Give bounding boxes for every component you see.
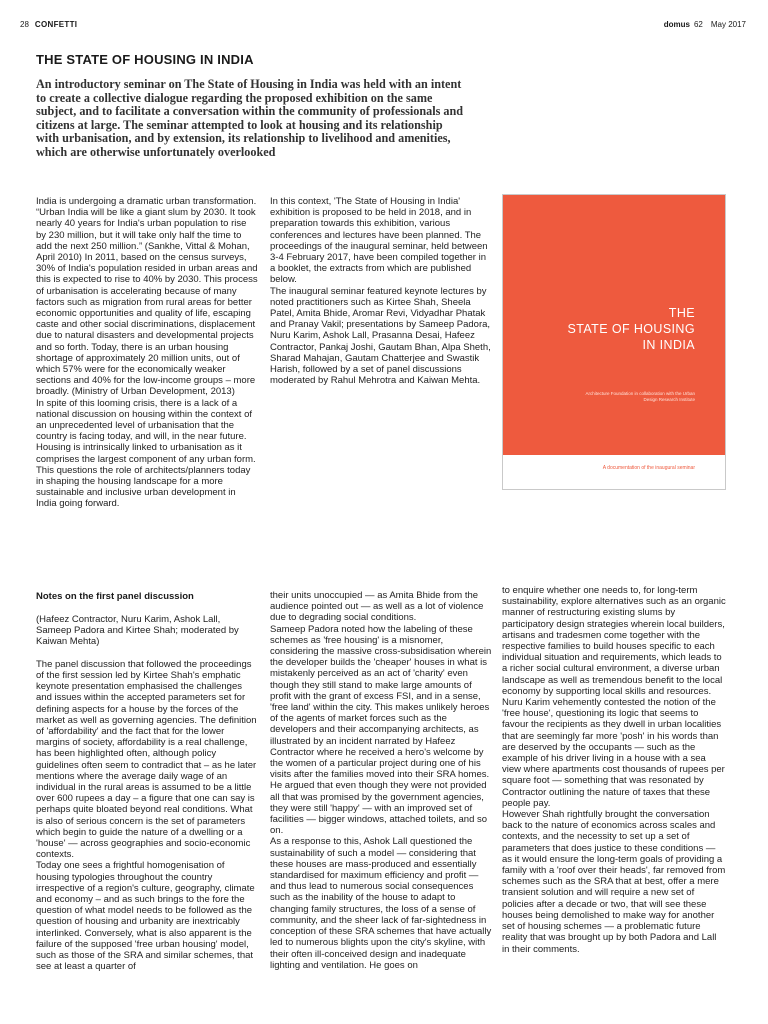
section-name: CONFETTI	[34, 20, 78, 29]
page-number: 28	[20, 20, 29, 29]
booklet-footer: A documentation of the inaugural seminar	[602, 465, 695, 471]
booklet-subtitle: Architecture Foundation in collaboration with the Urban Design Research Institute	[585, 391, 695, 402]
article-title: THE STATE OF HOUSING IN INDIA	[36, 52, 254, 67]
booklet-cover-panel	[503, 195, 725, 455]
body-column-3: (Hafeez Contractor, Nuru Karim, Ashok Lall, Sameep Padora and Kirtee Shah; moderated by Kaiwan Mehta) The panel discussion that followed the proceedings of the first session led by Kirtee Shah's emphatic keynote presentation emphasised the challenges and issues within the accepted parameters set for defining aspects for a house by the forces of the market as well as governing agencies. The definition of 'affordability' and the fact that for the lower margins of society, affordability is a real challenge, has been highlighted often, although policy guidelines often seem to contradict that – as he later mentions where the average daily wage of an individual in the rural areas is assumed to be a little over 600 rupees a day – a figure that one can say is perhaps quite bloated beyond real conditions. What is also of serious concern is the set of parameters which begin to guide the nature of a dwelling or a 'house' — across geographies and socio-economic contexts. Today one sees a frightful homogenisation of housing typologies throughout the country irrespective of a region's culture, geography, climate and economy – and as such brings to the fore the question of what model needs to be followed as the question of housing and urbanity are inextricably interlinked. Conversely, what is also apparent is the failure of the supposed 'free urban housing' model, such as those of the SRA and similar schemes, that see at least a quarter of	[36, 614, 257, 973]
body-column-4: their units unoccupied — as Amita Bhide from the audience pointed out — as well as a lot of violence due to degrading social conditions. Sameep Padora noted how the labeling of these schemes as 'free housing' is a misnomer, considering the massive cross-subsidisation wherein the developer builds the 'cheaper' houses in what is mistakenly perceived as an act of 'charity' even though they still stand to make large amounts of profit with the grant of excess FSI, and in a sense, 'free land' within the city. This makes unlikely heroes of the agents of market forces such as the developers and their accompanying architects, as illustrated by an incident narrated by Hafeez Contractor where he received a hero's welcome by the women of a particular project during one of his visits after the families moved into their SRA homes. He argued that even though they were not provided all that was promised by the government agencies, they were still 'happy' — with an improved set of facilities — bigger windows, attached toilets, and so on. As a response to this, Ashok Lall questioned the sustainability of such a model — considering that these houses are mass-produced and essentially standardised for maximum efficiency and profit — and thus lead to numerous social consequences such as the inability of the house to adapt to changing family structures, the loss of a sense of community, and the sheer lack of far-sightedness in conception of these SRA schemes that have actually led to numerous blights upon the city's skyline, with their often ill-conceived design and inadequate lighting and ventilation. He goes on	[270, 590, 492, 971]
magazine-name: domus	[663, 20, 690, 29]
body-column-5: to enquire whether one needs to, for long-term sustainability, explore alternatives such as an organic manner of restructuring existing slums by participatory design strategies wherein local builders, artisans and tradesmen come together with the respective families to build houses specific to each individual situation and requirements, which leads to a richer social cultural environment, a diverse urban landscape as well as tremendous benefit to the local economy by supporting local skills and resources. Nuru Karim vehemently contested the notion of the 'free house', questioning its logic that seems to favour the recipients as they dwell in urban localities that are seemingly far more 'posh' in his words than are deserved by the occupants — such as the example of his driver living in a house with a sea view where apartments cost thousands of rupees per square foot — something that was resonated by Contractor outlining the nature of taxes that these people pay. However Shah rightfully brought the conversation back to the nature of economics across scales and contexts, and the necessity to set up a set of parameters that does justice to these conditions — as it would ensure the long-term goals of providing a family with a 'roof over their heads', far removed from schemes such as the SRA that at best, offer a mere transient solution and will require a new set of policies after a decade or two, that will see these houses being demolished to make way for another set of housing schemes — a problematic future reality that was brought up by both Padora and Lall in their comments.	[502, 585, 726, 955]
issue-number: 62	[693, 20, 703, 29]
body-column-2: In this context, 'The State of Housing in India' exhibition is proposed to be held in 2018, and in preparation towards this exhibition, various conferences and lectures have been planned. The proceedings of the inaugural seminar, held between 3-4 February 2017, have been compiled together in a booklet, the extracts from which are published below. The inaugural seminar featured keynote lectures by noted practitioners such as Kirtee Shah, Sheela Patel, Amita Bhide, Aromar Revi, Vidyadhar Phatak and Pranay Vakil; presentations by Sameep Padora, Nuru Karim, Ashok Lall, Prasanna Desai, Hafeez Contractor, Pankaj Joshi, Gautam Bhan, Alpa Sheth, Sharad Mahajan, Gautam Chatterjee and Swastik Harish, followed by a set of panel discussions moderated by Rahul Mehrotra and Kaiwan Mehta.	[270, 196, 491, 387]
booklet-cover-image	[502, 194, 726, 490]
page-header-right	[664, 20, 746, 29]
article-intro: An introductory seminar on The State of Housing in India was held with an intent to create a collective dialogue regarding the proposed exhibition on the same subject, and to facilitate a conversation within the community of professionals and citizens at large. The seminar attempted to look at housing and its relationship with urbanisation, and by extension, its relationship to livelihood and amenities, which are otherwise unfortunately overlooked	[36, 77, 464, 159]
notes-heading: Notes on the first panel discussion	[36, 591, 194, 602]
page-header-left	[20, 20, 77, 29]
issue-date: May 2017	[710, 20, 746, 29]
body-column-1: India is undergoing a dramatic urban transformation. “Urban India will be like a giant slum by 2030. It took nearly 40 years for India's urban population to rise by 230 million, but it will take only half the time to add the next 250 million.” (Sankhe, Vittal & Mohan, April 2010) In 2011, based on the census surveys, 30% of India's population resided in urban areas and this is expected to rise to 40% by 2030. This process of urbanisation is accelerating because of many factors such as migration from rural areas for better economic opportunities and quality of life, escaping caste and other social discriminations, displacement due to natural disasters and developmental projects and so forth. Today, there is an urban housing shortage of approximately 20 million units, out of which 57% were for the economically weaker sections and 40% for the low-income groups – more broadly. (Ministry of Urban Development, 2013) In spite of this looming crisis, there is a lack of a national discussion on housing within the context of an unprecedented level of urbanisation that the country is facing today, and will, in the near future. Housing is intrinsically linked to urbanisation as it comprises the largest component of any urban form. This questions the role of architects/planners today in shaping the housing landscape for a more sustainable and inclusive urban development in India going forward.	[36, 196, 258, 510]
booklet-title: THE STATE OF HOUSING IN INDIA	[567, 306, 695, 352]
